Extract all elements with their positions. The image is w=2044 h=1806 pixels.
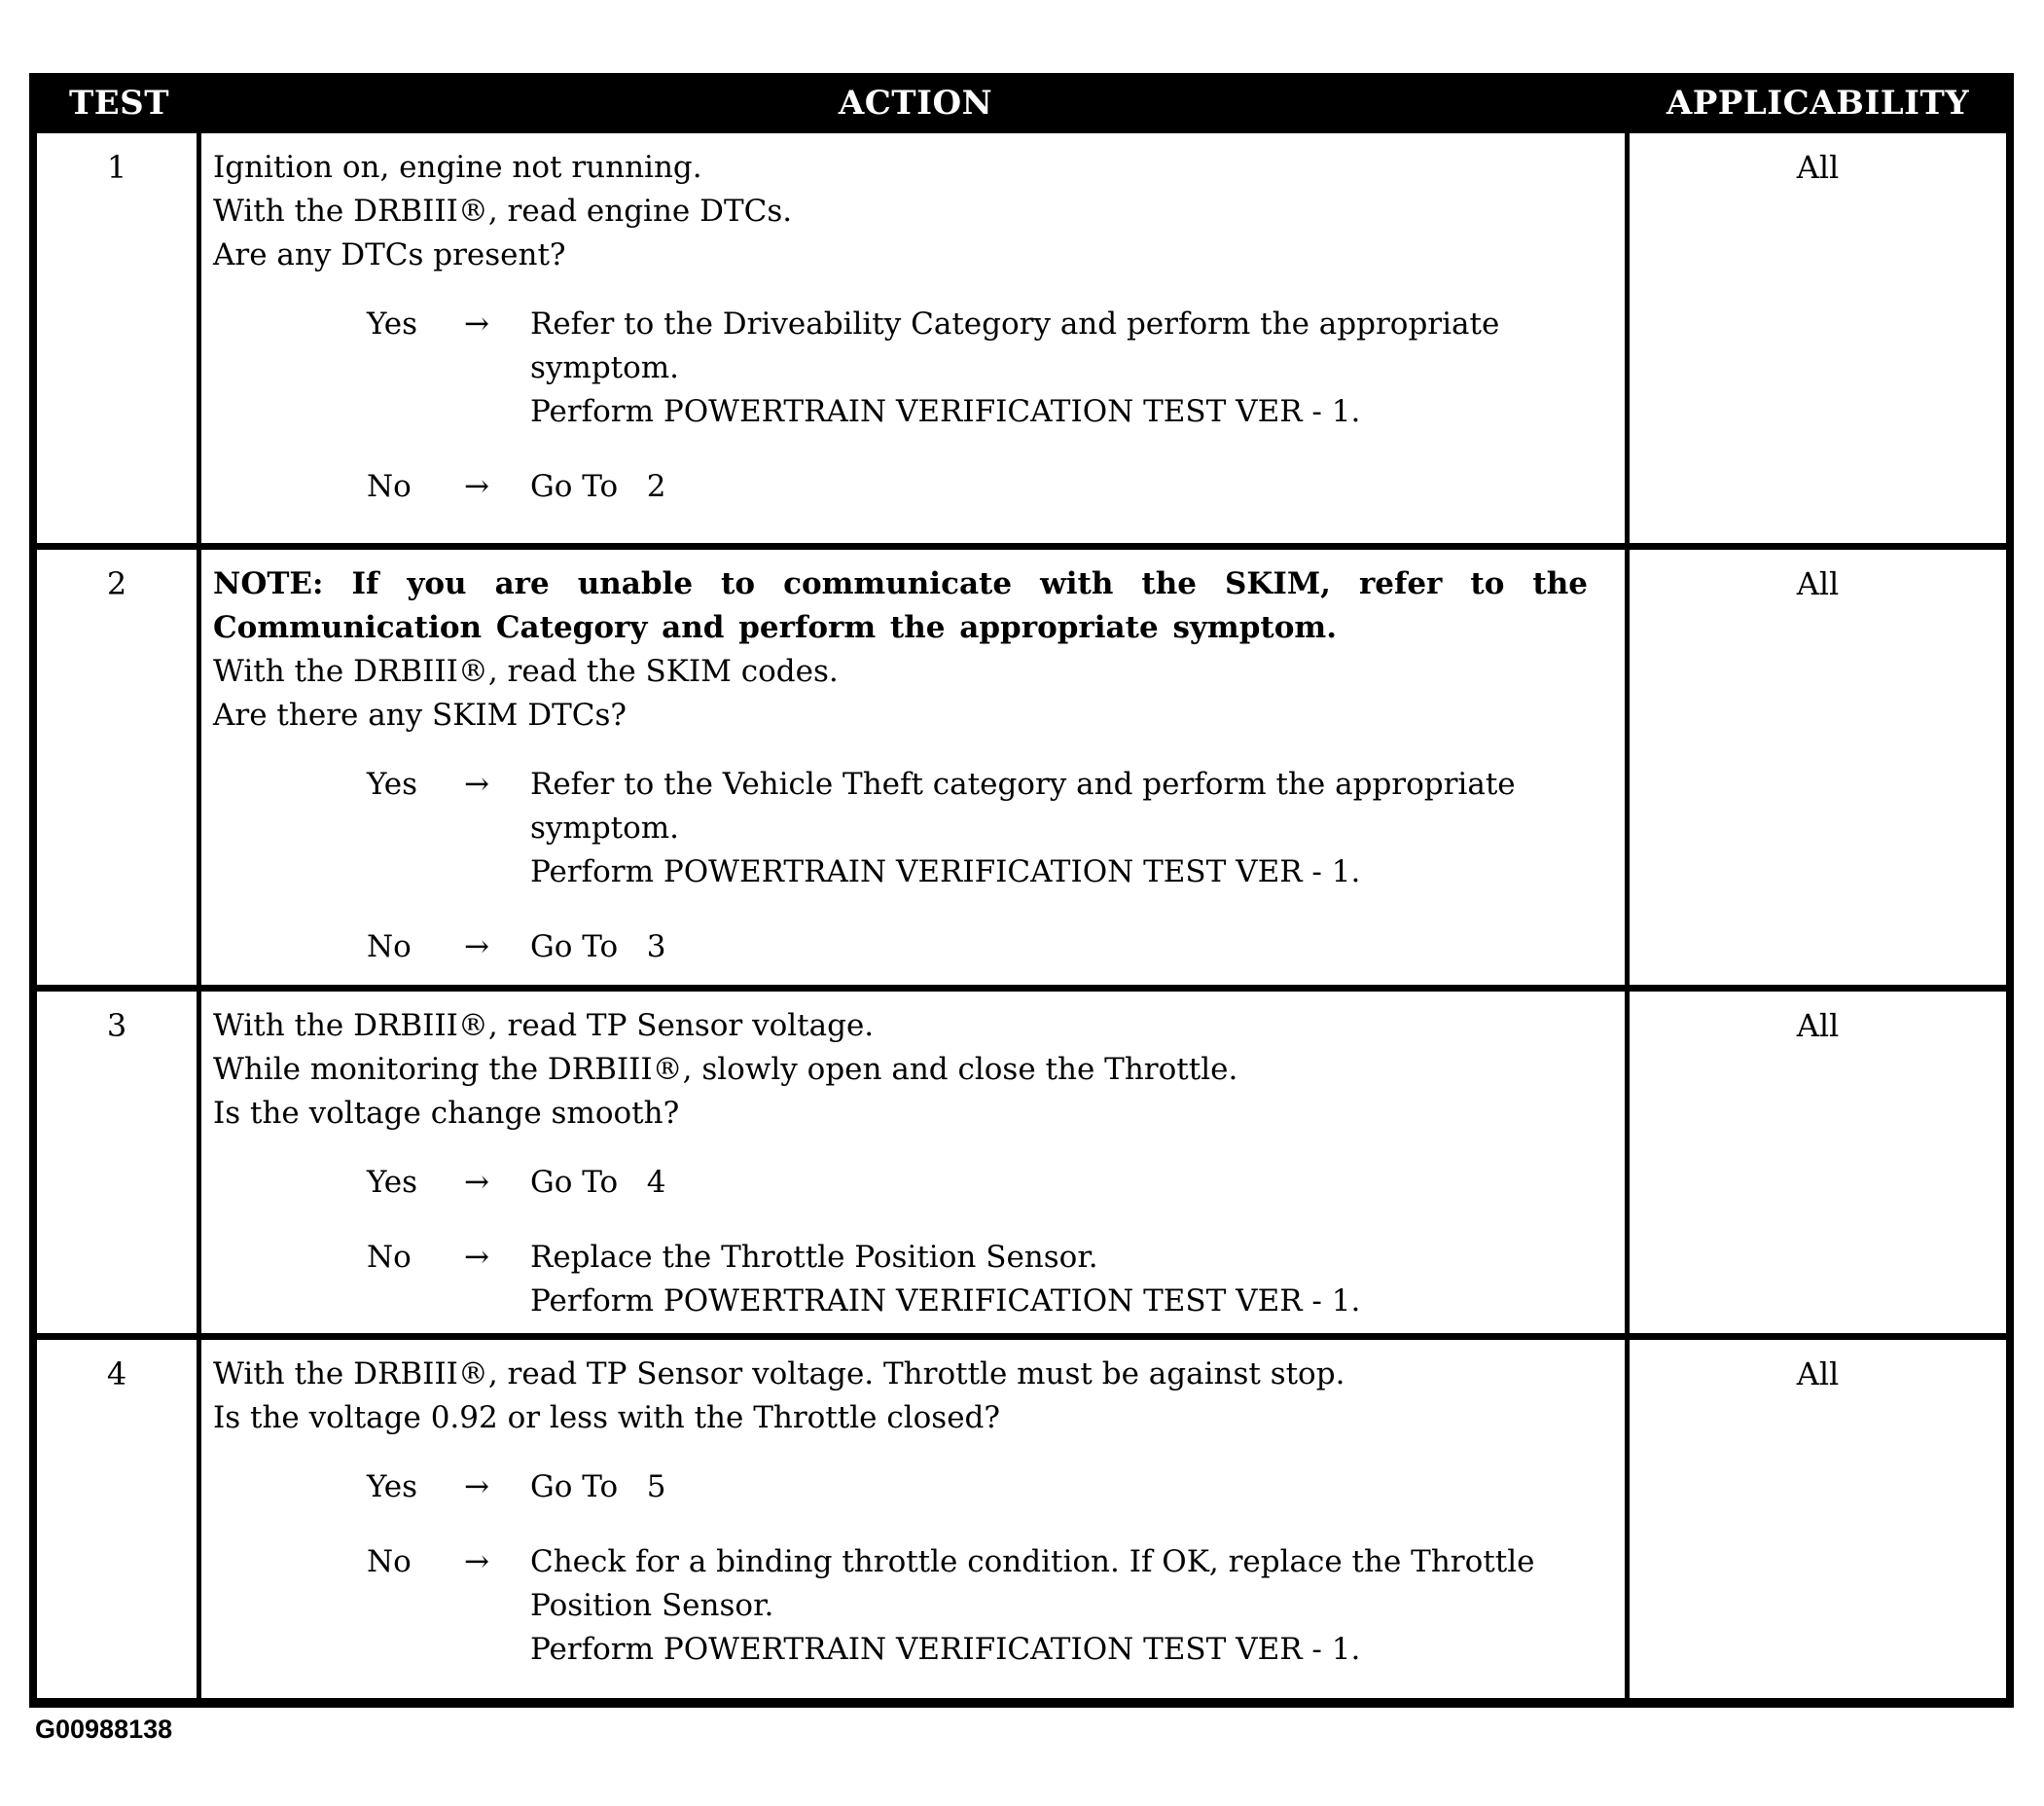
branch-label: Yes <box>367 1469 418 1504</box>
branch-result <box>530 1236 1588 1323</box>
branch-result <box>530 1540 1588 1672</box>
branch-label: Yes <box>367 767 418 802</box>
branch-no <box>213 925 1588 969</box>
test-number: 3 <box>37 992 201 1333</box>
branch-label: No <box>367 1544 412 1579</box>
header-cell-test: TEST <box>68 84 170 123</box>
branch-result <box>530 303 1588 434</box>
table-header-row <box>37 73 2006 133</box>
arrow-right-icon: → <box>464 307 489 342</box>
question-line: Are any DTCs present? <box>213 237 566 272</box>
arrow-right-icon: → <box>464 929 489 964</box>
result-line: Go To 5 <box>530 1469 666 1504</box>
arrow-right-icon: → <box>464 767 489 802</box>
branch-label: No <box>367 469 412 504</box>
question-line: Ignition on, engine not running. <box>213 150 702 185</box>
arrow-right-icon: → <box>464 1469 489 1504</box>
result-line: Perform POWERTRAIN VERIFICATION TEST VER - 1. <box>530 1283 1361 1318</box>
table-row-test-1 <box>37 133 2006 543</box>
question-line: With the DRBIII®, read TP Sensor voltage. Throttle must be against stop. <box>213 1356 1345 1391</box>
note-line: Communication Category and perform the appropriate symptom. <box>213 610 1337 645</box>
branch-no <box>213 465 1588 509</box>
arrow-right-icon: → <box>464 1240 489 1275</box>
result-line: symptom. <box>530 811 680 846</box>
branch-result <box>530 1465 1588 1509</box>
header-cell-action: ACTION <box>838 84 993 123</box>
result-line: Check for a binding throttle condition. If OK, replace the Throttle <box>530 1544 1535 1579</box>
result-line: Perform POWERTRAIN VERIFICATION TEST VER - 1. <box>530 854 1361 889</box>
result-line: symptom. <box>530 350 680 385</box>
result-line: Go To 3 <box>530 929 666 964</box>
table-row-test-2 <box>37 543 2006 985</box>
branch-yes <box>213 1161 1588 1205</box>
question-line: While monitoring the DRBIII®, slowly open and close the Throttle. <box>213 1052 1238 1087</box>
applicability-value: All <box>1796 1355 1840 1392</box>
branch-yes <box>213 763 1588 894</box>
result-line: Go To 4 <box>530 1165 666 1200</box>
table-row-test-3 <box>37 985 2006 1333</box>
table-row-test-4 <box>37 1333 2006 1698</box>
question-line: Are there any SKIM DTCs? <box>213 698 628 733</box>
branch-result <box>530 925 1588 969</box>
result-line: Refer to the Vehicle Theft category and perform the appropriate <box>530 767 1516 802</box>
branch-label: Yes <box>367 307 418 342</box>
action-cell <box>201 550 1630 985</box>
result-line: Perform POWERTRAIN VERIFICATION TEST VER - 1. <box>530 394 1361 429</box>
branch-result <box>530 465 1588 509</box>
test-number: 4 <box>37 1340 201 1698</box>
test-number: 2 <box>37 550 201 985</box>
figure-id: G00988138 <box>35 1715 173 1744</box>
test-number: 1 <box>37 133 201 543</box>
question-line: Is the voltage 0.92 or less with the Throttle closed? <box>213 1400 1001 1435</box>
result-line: Replace the Throttle Position Sensor. <box>530 1240 1098 1275</box>
result-line: Perform POWERTRAIN VERIFICATION TEST VER - 1. <box>530 1632 1361 1667</box>
note-line: NOTE: If you are unable to communicate with the SKIM, refer to the <box>213 566 1588 601</box>
action-cell <box>201 992 1630 1333</box>
result-line: Go To 2 <box>530 469 666 504</box>
branch-label: No <box>367 1240 412 1275</box>
action-cell <box>201 1340 1630 1698</box>
arrow-right-icon: → <box>464 469 489 504</box>
applicability-value: All <box>1796 565 1840 602</box>
question-line: With the DRBIII®, read the SKIM codes. <box>213 654 839 689</box>
branch-result <box>530 1161 1588 1205</box>
branch-label: Yes <box>367 1165 418 1200</box>
branch-result <box>530 763 1588 894</box>
header-cell-applicability: APPLICABILITY <box>1666 84 1970 123</box>
result-line: Position Sensor. <box>530 1588 774 1623</box>
applicability-value: All <box>1796 1007 1840 1044</box>
branch-label: No <box>367 929 412 964</box>
diagnostic-test-table <box>29 73 2014 1708</box>
question-line: With the DRBIII®, read TP Sensor voltage. <box>213 1008 875 1043</box>
action-cell <box>201 133 1630 543</box>
branch-no <box>213 1540 1588 1672</box>
question-line: Is the voltage change smooth? <box>213 1096 680 1131</box>
arrow-right-icon: → <box>464 1544 489 1579</box>
branch-yes <box>213 1465 1588 1509</box>
arrow-right-icon: → <box>464 1165 489 1200</box>
branch-yes <box>213 303 1588 434</box>
branch-no <box>213 1236 1588 1323</box>
applicability-value: All <box>1796 149 1840 186</box>
question-line: With the DRBIII®, read engine DTCs. <box>213 194 793 229</box>
result-line: Refer to the Driveability Category and perform the appropriate <box>530 307 1500 342</box>
